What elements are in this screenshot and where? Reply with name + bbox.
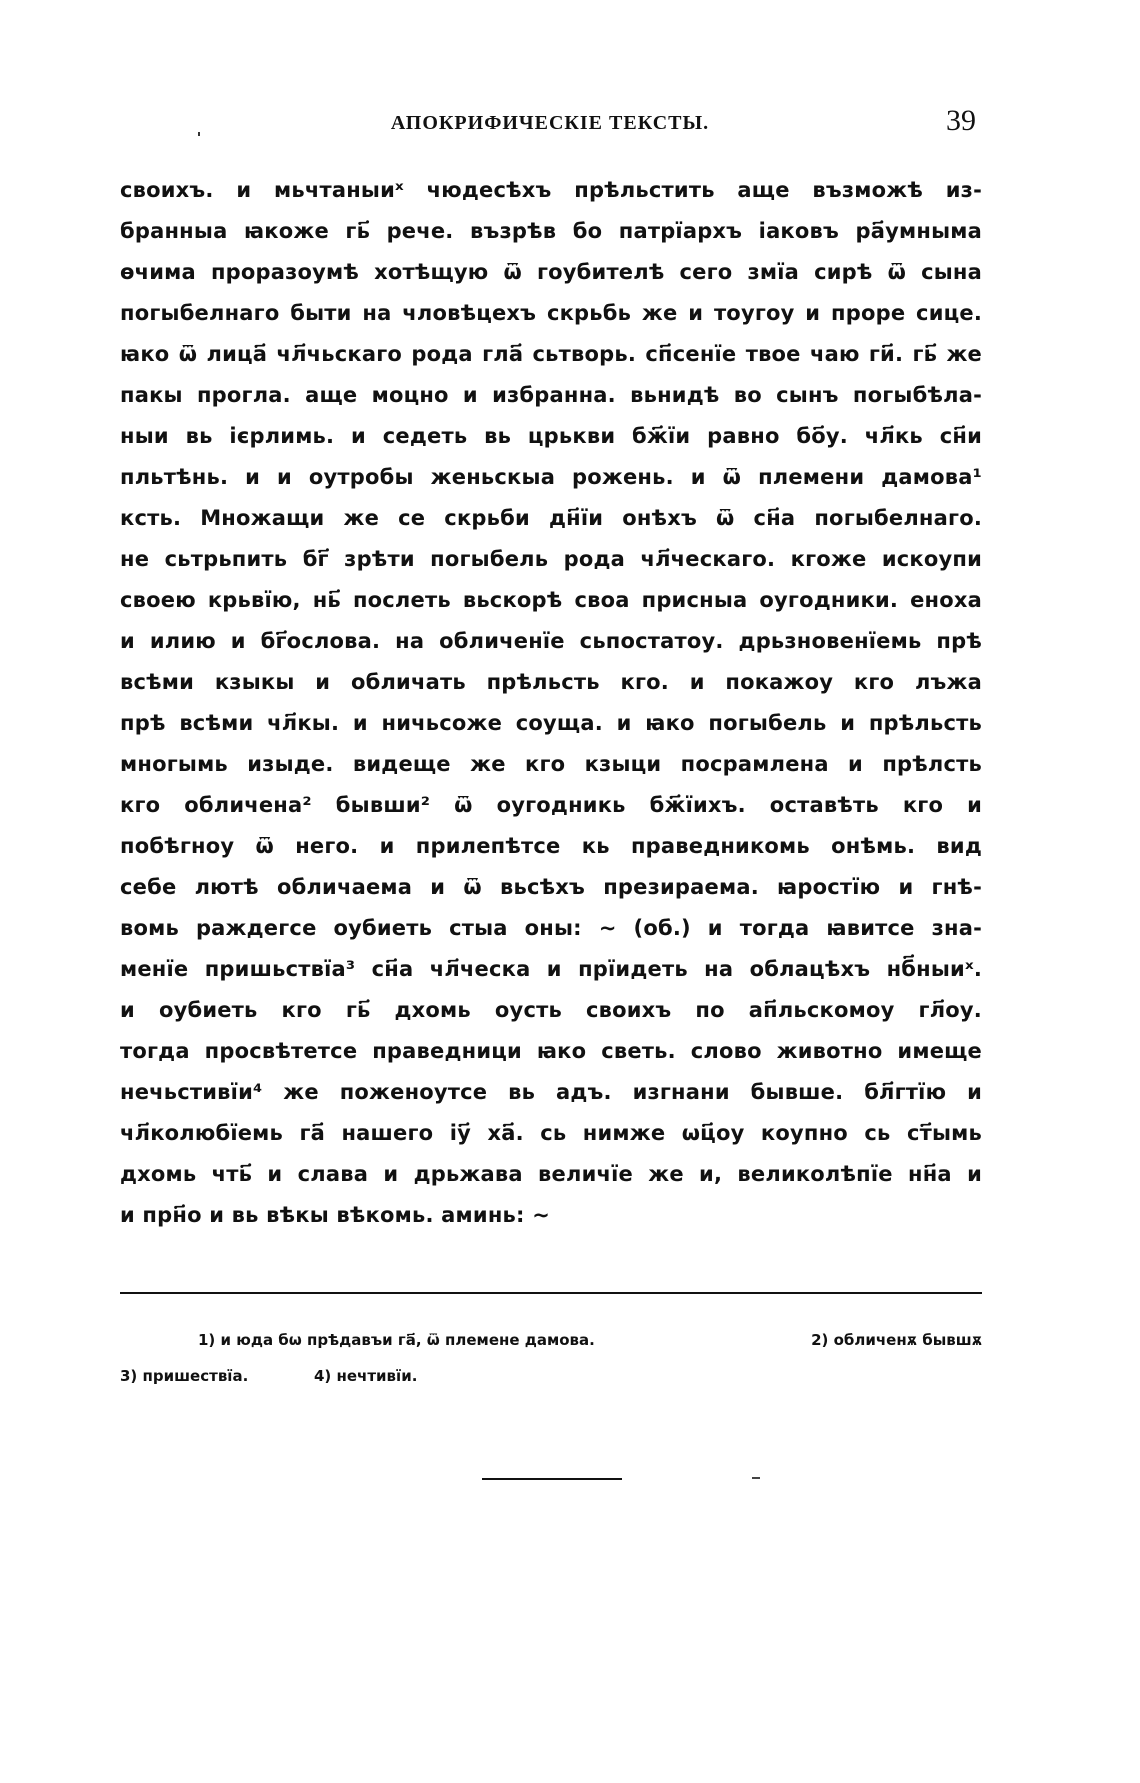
footnote-line	[120, 1358, 982, 1394]
text-line-last: и прн҃о и вь вѣкы вѣкомь. аминь: ∼	[120, 1203, 550, 1227]
text-line: нечьстивїи⁴ же поженоутсе вь адъ. изгнани бывше. бл҃гтїю и	[120, 1080, 982, 1104]
text-line: многымь изыде. видеще же кго кзыци посрамлена и прѣлсть	[120, 752, 982, 776]
page-number: 39	[946, 104, 976, 137]
text-line: чл҃колюбїемь га҃ нашего іу҃ ха҃. сь нимже ѡц҃оу коупно сь ст҃ымь	[120, 1121, 982, 1145]
stray-dash-mark	[752, 1477, 760, 1479]
footnote-2: 2) обличенѫ бывшѫ	[811, 1331, 982, 1349]
text-line: погыбелнаго быти на чловѣцехъ скрьбь же и тоугоу и проре сице.	[120, 301, 982, 325]
running-title: АПОКРИФИЧЕСКІЕ ТЕКСТЫ.	[390, 112, 710, 134]
text-line: своихъ. и мьчтаныиˣ чюдесѣхъ прѣльстить аще възможѣ из-	[120, 178, 982, 202]
text-line: ныи вь ієрлимь. и седеть вь црькви бж҃їи равно бо҃у. чл҃кь сн҃и	[120, 424, 982, 448]
text-line: вомь раждегсе оубиеть стыа оны: ∼ (об.) и тогда ꙗвитсе зна-	[120, 916, 982, 940]
text-line: ѳчима проразоумѣ хотѣщую ѿ гоубителѣ сего змїа сирѣ ѿ сына	[120, 260, 982, 284]
text-line: и илию и бг҃ослова. на обличенїе сьпостатоу. дрьзновенїемь прѣ	[120, 629, 982, 653]
main-text	[120, 170, 982, 1236]
end-of-text-rule	[482, 1478, 622, 1480]
footnotes	[120, 1322, 982, 1394]
text-line: менїе пришьствїа³ сн҃а чл҃ческа и прїидеть на облацѣхъ нб҃ныиˣ.	[120, 957, 982, 981]
footnote-line	[120, 1322, 982, 1358]
footnote-4: 4) нечтивїи.	[314, 1367, 418, 1385]
text-line: своею крьвїю, нь҃ послеть вьскорѣ своа присныа оугодники. еноха	[120, 588, 982, 612]
text-line: побѣгноу ѿ него. и прилепѣтсе кь праведникомь онѣмь. вид	[120, 834, 982, 858]
text-line: пльтѣнь. и и оутробы женьскыа рожень. и ѿ племени дамова¹	[120, 465, 982, 489]
stray-ink-mark	[198, 132, 200, 136]
footnote-3: 3) пришествїа.	[120, 1367, 249, 1385]
text-line: пакы прогла. аще моцно и избранна. вьнидѣ во сынъ погыбѣла-	[120, 383, 982, 407]
text-line: кго обличена² бывши² ѿ оугодникь бж҃їихъ. оставѣть кго и	[120, 793, 982, 817]
text-line: тогда просвѣтетсе праведници ꙗко светь. слово животно имеще	[120, 1039, 982, 1063]
text-line: ꙗко ѿ лица҃ чл҃чьскаго рода гла҃ сьтворь. сп҃сенїе твое чаю ги҃. гь҃ же	[120, 342, 982, 366]
text-line: не сьтрьпить бг҃ зрѣти погыбель рода чл҃ческаго. кгоже искоупи	[120, 547, 982, 571]
footnote-1: 1) и юда бѡ прѣдавъи га҃, ѿ племене дамова.	[198, 1331, 595, 1349]
text-line: прѣ всѣми чл҃кы. и ничьсоже соуща. и ꙗко погыбель и прѣльсть	[120, 711, 982, 735]
footnote-separator-rule	[120, 1292, 982, 1294]
text-line: и оубиеть кго гь҃ дхомь оусть своихъ по ап҃льскомоу гл҃оу.	[120, 998, 982, 1022]
text-line: всѣми кзыкы и обличать прѣльсть кго. и покажоу кго лъжа	[120, 670, 982, 694]
running-head	[120, 104, 980, 140]
text-line: себе лютѣ обличаема и ѿ вьсѣхъ презираема. ꙗростїю и гнѣ-	[120, 875, 982, 899]
text-line: ксть. Множащи же се скрьби дн҃їи онѣхъ ѿ сн҃а погыбелнаго.	[120, 506, 982, 530]
text-line: дхомь чть҃ и слава и дрьжава величїе же и, великолѣпїе нн҃а и	[120, 1162, 982, 1186]
text-line: бранныа ꙗкоже гь҃ рече. възрѣв бо патрїархъ іаковъ ра҃умныма	[120, 219, 982, 243]
